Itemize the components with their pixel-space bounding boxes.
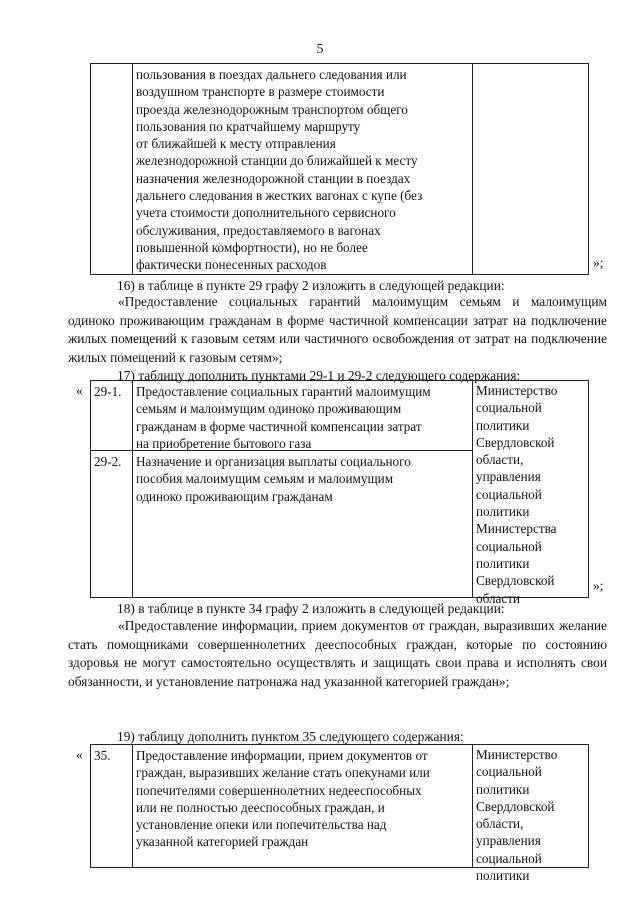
row-number: 29-1. [94, 384, 122, 399]
row-number: 35. [94, 748, 111, 763]
page-number: 5 [316, 42, 324, 57]
table-cell-service-text: пользования в поездах дальнего следования или воздушном транспорте в размере стоимости проезда железнодорожным транспортом общего пользования по кратчайшему маршруту от ближайшей к месту отправления железнодорожной станции до ближайшей к месту назначения железнодорожной станции в поездах дальнего следования в жестких вагонах с купе (без учета стоимости дополнительного сервисного обслуживания, предоставляемого в вагонах повышенной комфортности), но не более фактически понесенных расходов [136, 67, 423, 273]
row-text: Предоставление социальных гарантий малоимущим семьям и малоимущим одиноко проживающим гражданам в форме частичной компенсации затрат на приобретение бытового газа [136, 384, 431, 451]
table-29 [90, 380, 589, 606]
item-18-heading: 18) в таблице в пункте 34 графу 2 изложить в следующей редакции: [117, 601, 505, 616]
row-text: Назначение и организация выплаты социального пособия малоимущим семьям и малоимущим одиноко проживающим гражданам [136, 454, 411, 504]
column-divider [472, 64, 473, 274]
row-text: Предоставление информации, прием документов от граждан, выразивших желание стать опекунами или попечителями совершеннолетних недееспособных или не полностью дееспособных граждан, и установление опеки или попечительства над указанной категорией граждан [136, 748, 430, 850]
column-divider [132, 745, 133, 867]
column-divider [472, 745, 473, 867]
item-16-text: «Предоставление социальных гарантий малоимущим семьям и малоимущим одиноко проживающим гражданам в форме частичной компенсации затрат на подключение жилых помещений к газовым сетям или частичного освобождения от затрат на подключение жилых помещений к газовым сетям»; [68, 294, 607, 365]
continuation-table [90, 63, 589, 275]
closing-quote: »; [593, 578, 604, 593]
ministry-cell: Министерство социальной политики Свердловской области, управления социальной политики Министерства социальной политики Свердловской области [476, 383, 558, 606]
item-18-text: «Предоставление информации, прием документов от граждан, выразивших желание стать помощниками совершеннолетних дееспособных граждан, которые по состоянию здоровья не могут самостоятельно осуществлять и защищать свои права и исполнять свои обязанности, и установление патронажа над указанной категорией граждан»; [68, 618, 607, 689]
ministry-cell: Министерство социальной политики Свердловской области, управления социальной политики [476, 747, 558, 884]
opening-quote: « [76, 747, 83, 762]
closing-quote: »; [593, 255, 604, 270]
row-number: 29-2. [94, 454, 122, 469]
column-divider [132, 64, 133, 274]
column-divider [472, 381, 473, 597]
column-divider [132, 381, 133, 597]
table-35 [90, 744, 589, 884]
opening-quote: « [76, 383, 83, 398]
item-19-heading: 19) таблицу дополнить пунктом 35 следующего содержания: [117, 729, 464, 744]
item-16-heading: 16) в таблице в пункте 29 графу 2 изложить в следующей редакции: [117, 278, 505, 293]
item-17-heading: 17) таблицу дополнить пунктами 29-1 и 29-2 следующего содержания: [117, 368, 521, 383]
